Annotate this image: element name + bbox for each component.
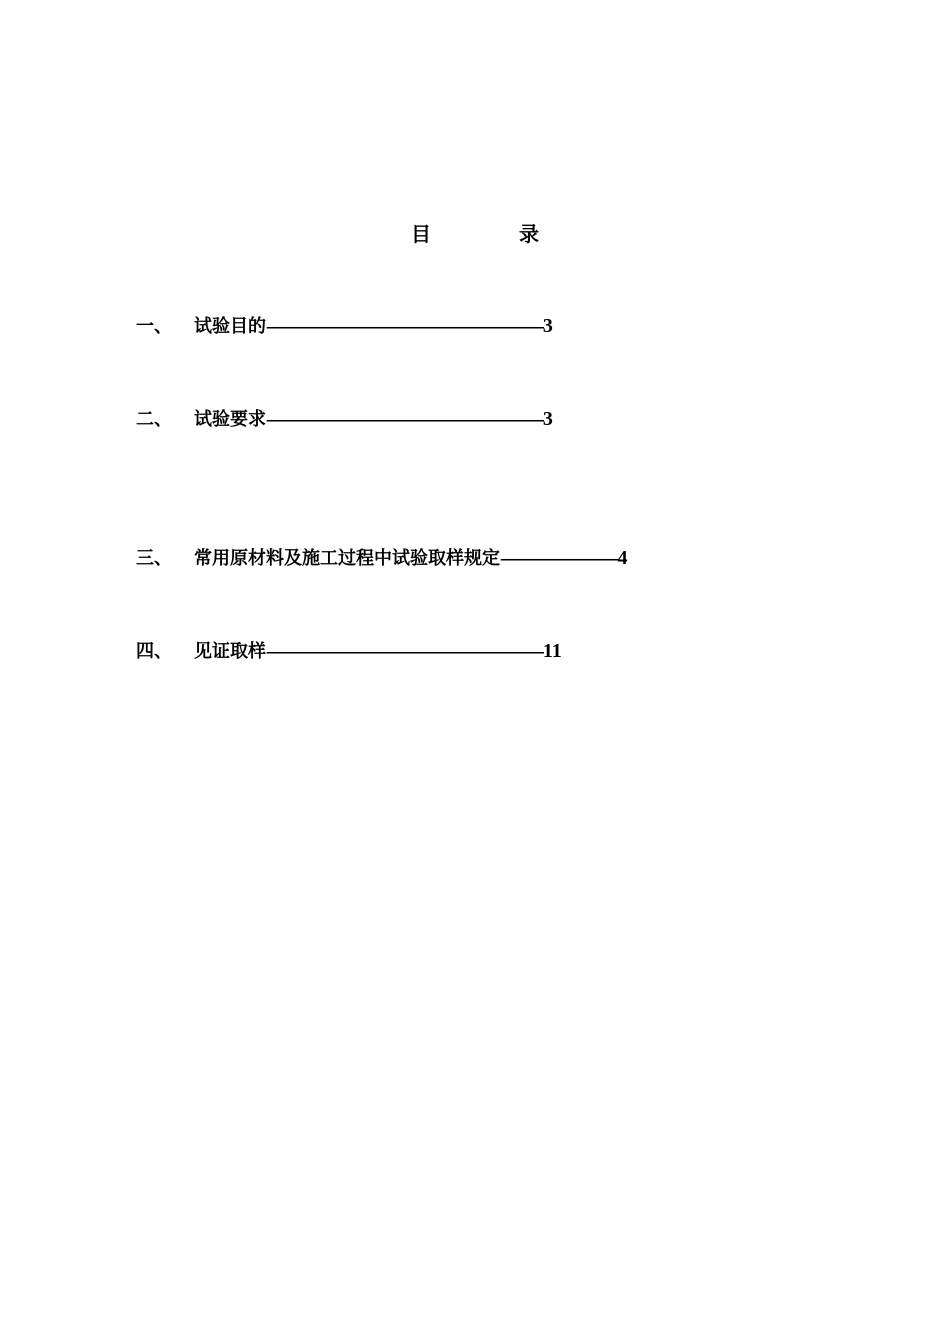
toc-entry-number: 四、 <box>136 641 172 662</box>
toc-entry-leader: ------------------------------------------------------------------ <box>266 409 543 429</box>
toc-entry-page: 3 <box>542 315 553 337</box>
toc-entry-4[interactable] <box>136 637 562 665</box>
toc-entry-label: 常用原材料及施工过程中试验取样规定 <box>194 548 500 569</box>
toc-entry-label: 试验目的 <box>194 316 266 337</box>
toc-title: 目 录 <box>411 222 573 246</box>
toc-entry-leader: ------------------------------------------------------------------ <box>266 316 543 336</box>
toc-entry-label: 见证取样 <box>194 641 266 662</box>
toc-entry-page: 11 <box>542 640 562 662</box>
toc-entry-number: 三、 <box>136 548 172 569</box>
toc-entry-leader: ------------------------------------------------------------------ <box>266 641 543 661</box>
toc-entry-1[interactable] <box>136 312 553 340</box>
toc-entry-leader: ---------------------------- <box>500 548 618 568</box>
toc-entry-number: 一、 <box>136 316 172 337</box>
toc-entry-page: 4 <box>617 547 628 569</box>
toc-entry-label: 试验要求 <box>194 409 266 430</box>
toc-entry-3[interactable] <box>136 544 627 572</box>
toc-entry-page: 3 <box>542 408 553 430</box>
toc-entry-2[interactable] <box>136 405 553 433</box>
toc-entry-number: 二、 <box>136 409 172 430</box>
